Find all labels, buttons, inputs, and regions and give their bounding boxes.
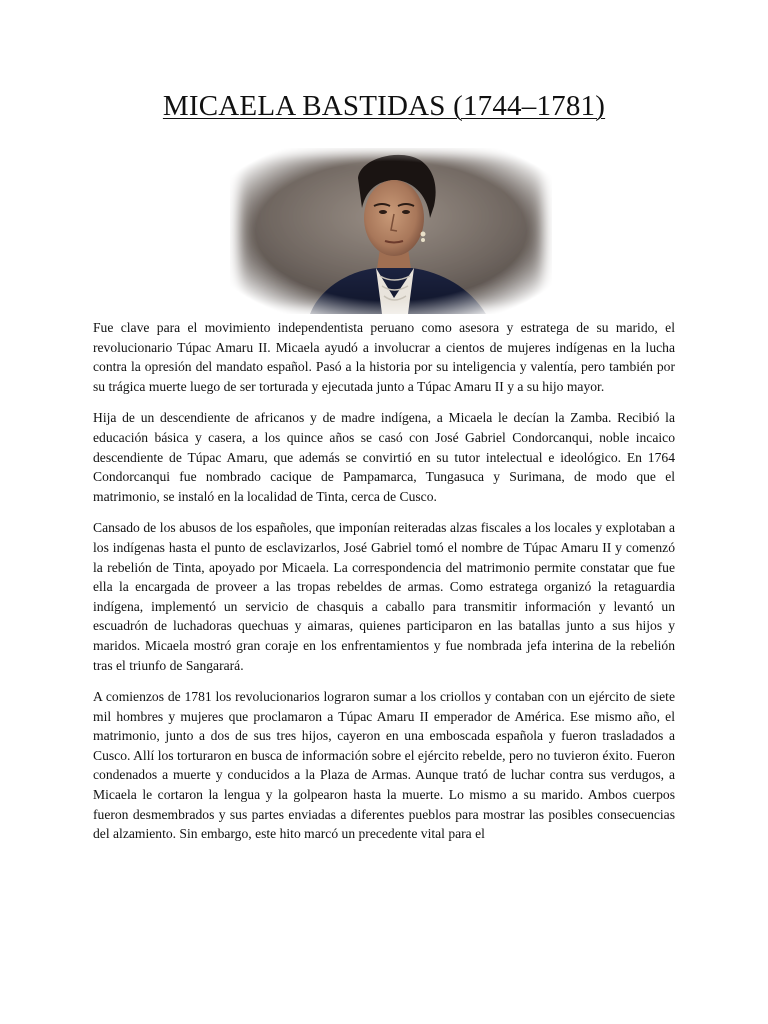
page-title: MICAELA BASTIDAS (1744–1781) [162,90,606,122]
portrait-image [230,148,552,314]
paragraph: Hija de un descendiente de africanos y de madre indígena, a Micaela le decían la Zamba. Recibió la educación básica y casera, a los quince años se casó con José Gabriel Condorcanqui, noble incaico descendiente de Túpac Amaru, que además se convirtió en su tutor intelectual e ideológico. En 1764 Condorcanqui fue nombrado cacique de Pampamarca, Tungasuca y Surimana, de modo que el matrimonio, se instaló en la localidad de Tinta, cerca de Cusco. [93,410,675,504]
portrait-of-woman-icon [230,148,552,314]
paragraph: A comienzos de 1781 los revolucionarios lograron sumar a los criollos y contaban con un ejército de siete mil hombres y mujeres que proclamaron a Túpac Amaru II emperador de América. Ese mismo año, el matrimonio, junto a dos de sus tres hijos, cayeron en una emboscada española y fueron trasladados a Cusco. Allí los torturaron en busca de información sobre el ejército rebelde, pero no tuvieron éxito. Fueron condenados a muerte y conducidos a la Plaza de Armas. Aunque trató de luchar contra sus verdugos, a Micaela le cortaron la lengua y la golpearon hasta la muerte. Lo mismo a su marido. Ambos cuerpos fueron desmembrados y sus partes enviadas a diferentes pueblos para mostrar las posibles consecuencias del alzamiento. Sin embargo, este hito marcó un precedente vital para el [93,689,675,842]
paragraph: Fue clave para el movimiento independentista peruano como asesora y estratega de su marido, el revolucionario Túpac Amaru II. Micaela ayudó a involucrar a cientos de mujeres indígenas en la lucha contra la opresión del mandato español. Pasó a la historia por su inteligencia y valentía, pero también por su trágica muerte luego de ser torturada y ejecutada junto a Túpac Amaru II y a su hijo mayor. [93,320,675,394]
paragraph: Cansado de los abusos de los españoles, que imponían reiteradas alzas fiscales a los locales y explotaban a los indígenas hasta el punto de esclavizarlos, José Gabriel tomó el nombre de Túpac Amaru II y comenzó la rebelión de Tinta, apoyado por Micaela. La correspondencia del matrimonio permite constatar que fue ella la encargada de proveer a las tropas rebeldes de armas. Como estratega organizó la retaguardia indígena, implementó un servicio de chasquis a caballo para transmitir información y levantó un escuadrón de luchadoras quechuas y aimaras, quienes participaron en las batallas junto a sus hijos y maridos. Micaela mostró gran coraje en los enfrentamientos y fue nombrada jefa interina de la rebelión tras el triunfo de Sangarará. [93,520,675,673]
article-body [93,318,675,856]
